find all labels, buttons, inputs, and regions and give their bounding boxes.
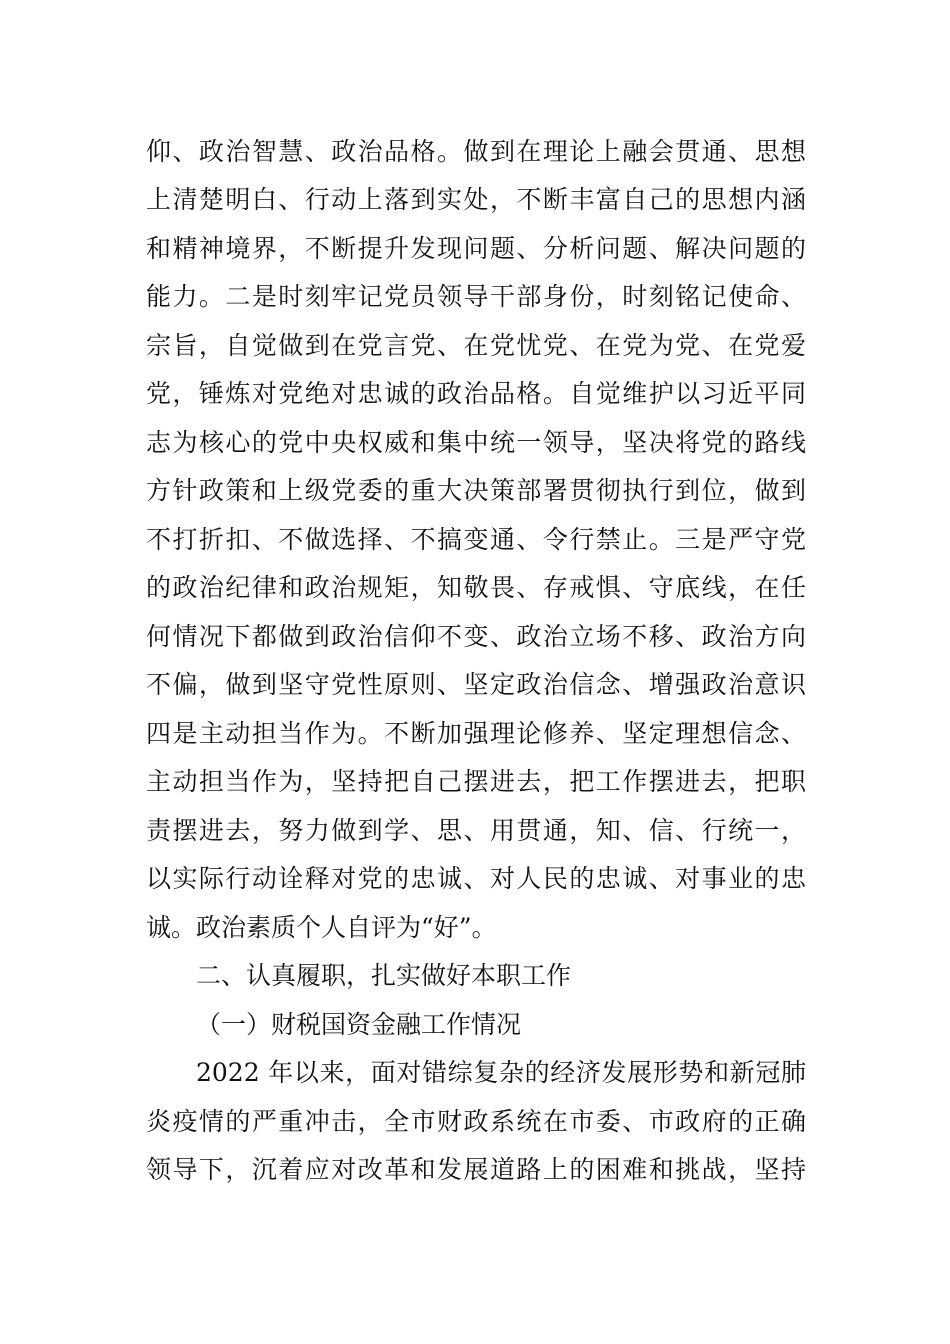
body-line: 的政治纪律和政治规矩，知敬畏、存戒惧、守底线，在任	[146, 573, 806, 602]
section-heading: 二、认真履职，扎实做好本职工作	[196, 961, 572, 990]
body-line: 责摆进去，努力做到学、思、用贯通，知、信、行统一，	[146, 816, 806, 845]
body-line: 四是主动担当作为。不断加强理论修养、坚定理想信念、	[146, 719, 806, 748]
body-line: 不偏，做到坚守党性原则、坚定政治信念、增强政治意识	[146, 670, 806, 699]
body-line: 党，锤炼对党绝对忠诚的政治品格。自觉维护以习近平同	[146, 379, 806, 408]
body-line: 何情况下都做到政治信仰不变、政治立场不移、政治方向	[146, 622, 806, 651]
body-line: 宗旨，自觉做到在党言党、在党忧党、在党为党、在党爱	[146, 331, 806, 360]
body-line: 主动担当作为，坚持把自己摆进去，把工作摆进去，把职	[146, 767, 806, 796]
body-line: 方针政策和上级党委的重大决策部署贯彻执行到位，做到	[146, 476, 806, 505]
body-line: 诚。政治素质个人自评为“好”。	[146, 913, 497, 942]
body-line: 志为核心的党中央权威和集中统一领导，坚决将党的路线	[146, 428, 806, 457]
body-line: 以实际行动诠释对党的忠诚、对人民的忠诚、对事业的忠	[146, 864, 806, 893]
body-line: 能力。二是时刻牢记党员领导干部身份，时刻铭记使命、	[146, 282, 806, 311]
body-line: 炎疫情的严重冲击，全市财政系统在市委、市政府的正确	[146, 1107, 806, 1136]
subsection-heading: （一）财税国资金融工作情况	[196, 1010, 522, 1039]
body-line: 不打折扣、不做选择、不搞变通、令行禁止。三是严守党	[146, 525, 806, 554]
body-line: 和精神境界，不断提升发现问题、分析问题、解决问题的	[146, 234, 806, 263]
body-line: 上清楚明白、行动上落到实处，不断丰富自己的思想内涵	[146, 185, 806, 214]
body-line: 仰、政治智慧、政治品格。做到在理论上融会贯通、思想	[146, 137, 806, 166]
body-line: 2022 年以来，面对错综复杂的经济发展形势和新冠肺	[196, 1058, 806, 1087]
body-line: 领导下，沉着应对改革和发展道路上的困难和挑战，坚持	[146, 1155, 806, 1184]
